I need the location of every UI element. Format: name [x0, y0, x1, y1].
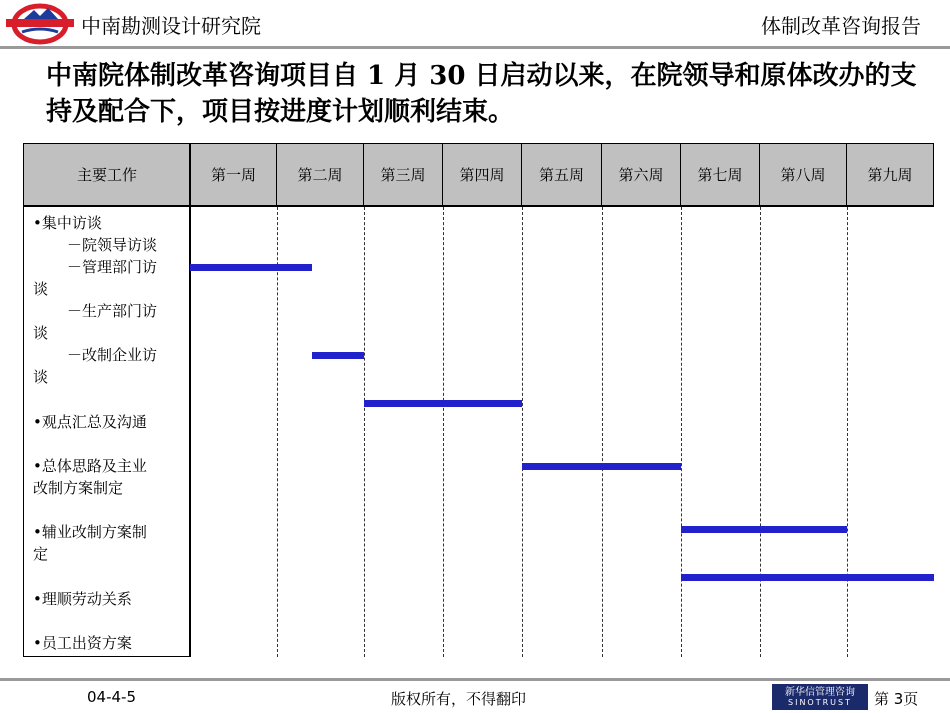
week-header: 第七周 — [681, 143, 760, 205]
week-header: 第二周 — [277, 143, 364, 205]
task-column-divider — [189, 143, 191, 657]
sinotrust-logo-en: SINOTRUST — [788, 698, 852, 707]
task-label: 改制方案制定 — [33, 479, 124, 497]
task-label: 定 — [33, 545, 49, 563]
header-bottom-line — [23, 205, 934, 207]
task-label: 谈 — [33, 368, 49, 386]
logo-band — [6, 19, 74, 27]
task-label: －管理部门访 — [67, 258, 158, 276]
page-number: 第 3页 — [874, 690, 919, 708]
task-label: •集中访谈 — [33, 214, 102, 232]
task-column-bottom — [23, 656, 191, 657]
week-divider — [277, 207, 278, 657]
footer-divider — [0, 678, 950, 681]
week-header: 第四周 — [443, 143, 522, 205]
gantt-bar — [681, 574, 934, 581]
task-label: •总体思路及主业 — [33, 457, 147, 475]
week-divider — [364, 207, 365, 657]
task-label: －生产部门访 — [67, 302, 158, 320]
week-header: 第六周 — [602, 143, 681, 205]
grid-top-line — [23, 143, 934, 144]
week-divider — [602, 207, 603, 657]
task-label: •理顺劳动关系 — [33, 590, 132, 608]
task-label: •辅业改制方案制 — [33, 523, 147, 541]
task-label: •员工出资方案 — [33, 634, 132, 652]
sinotrust-logo — [772, 684, 868, 710]
week-header: 第三周 — [364, 143, 443, 205]
task-column-header: 主要工作 — [23, 143, 191, 205]
week-header: 第五周 — [522, 143, 602, 205]
gantt-bar — [681, 526, 847, 533]
task-label: •观点汇总及沟通 — [33, 413, 147, 431]
week-divider — [847, 207, 848, 657]
gantt-bar — [312, 352, 364, 359]
org-name: 中南勘测设计研究院 — [81, 14, 261, 38]
grid-left-line — [23, 143, 24, 657]
week-divider — [443, 207, 444, 657]
gantt-bar — [364, 400, 522, 407]
week-divider — [760, 207, 761, 657]
task-label: 谈 — [33, 280, 49, 298]
gantt-bar — [522, 463, 681, 470]
week-divider — [681, 207, 682, 657]
week-divider — [522, 207, 523, 657]
logo-wave — [22, 29, 58, 32]
report-title: 体制改革咨询报告 — [761, 14, 921, 38]
header-divider — [0, 46, 950, 49]
task-label: －改制企业访 — [67, 346, 158, 364]
task-label: －院领导访谈 — [67, 236, 158, 254]
week-header: 第八周 — [760, 143, 847, 205]
company-logo — [4, 2, 76, 46]
gantt-bar — [190, 264, 312, 271]
sinotrust-logo-cn: 新华信管理咨询 — [785, 687, 855, 698]
footer-copyright: 版权所有，不得翻印 — [391, 690, 527, 708]
footer-date: 04-4-5 — [87, 688, 136, 706]
week-header: 第一周 — [191, 143, 277, 205]
task-label: 谈 — [33, 324, 49, 342]
week-header: 第九周 — [847, 143, 934, 205]
slide-headline: 中南院体制改革咨询项目自 1 月 30 日启动以来，在院领导和原体改办的支持及配合下，项目按进度计划顺利结束。 — [46, 61, 917, 127]
